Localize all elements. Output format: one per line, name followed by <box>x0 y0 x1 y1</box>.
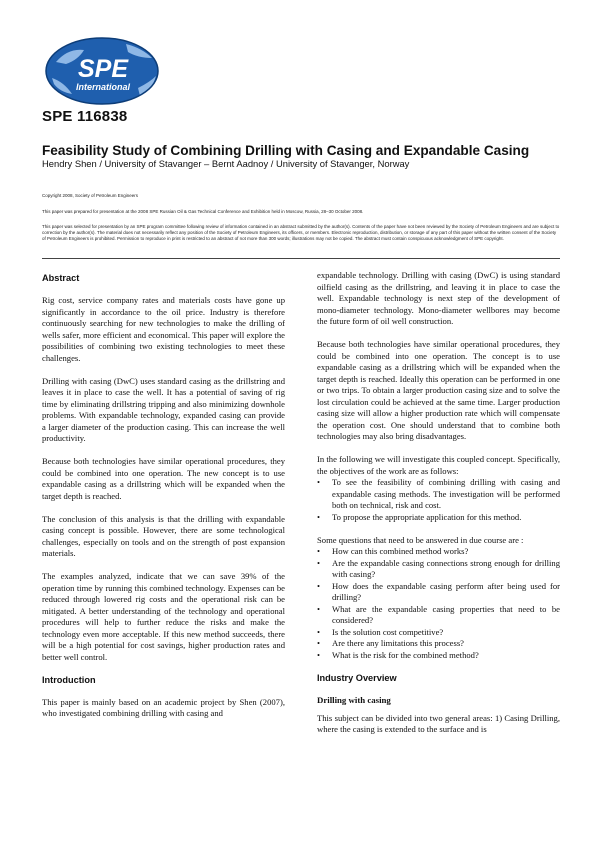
bullet-icon: • <box>317 649 321 660</box>
list-item-text: Are the expandable casing connections strong enough for drilling with casing? <box>332 557 560 579</box>
list-item <box>317 627 560 639</box>
body-paragraph: expandable technology. Drilling with casing (DwC) is using standard oilfield casing as the drillstring, and leaving it in place to case the well. Expandable technology is next step of the development of mono-diameter technology. Mono-diameter wellbores may become the future form of oil well construction. <box>317 270 560 326</box>
abstract-paragraph: Rig cost, service company rates and materials costs have gone up significantly in accordance to the oil price. Industry is therefore continuously searching for new technologies to make the drilling of wells safer, more efficient and economical. This paper will explore the possibilities of combining two existing technologies to meet these challenges. <box>42 295 285 363</box>
abstract-paragraph: The examples analyzed, indicate that we can save 39% of the operation time by running this combined technology. Expenses can be reduced through lowered rig costs and the operational risk can be mitigated. A better understanding of the technology and operational procedures will help to further reduce the risks and make the technology even more acceptable. If this new method succeeds, there will be a high potential for cost savings, higher production rates and better well control. <box>42 571 285 662</box>
bullet-icon: • <box>317 511 321 522</box>
list-item-text: How does the expandable casing perform after being used for drilling? <box>332 580 560 602</box>
spe-international-logo <box>42 36 174 106</box>
logo-international-text: International <box>75 82 131 92</box>
drilling-with-casing-heading: Drilling with casing <box>317 694 391 705</box>
list-item-text: To propose the appropriate application for this method. <box>332 511 522 522</box>
bullet-icon: • <box>317 477 321 487</box>
introduction-heading: Introduction <box>42 674 96 685</box>
list-item-text: Is the solution cost competitive? <box>332 626 444 637</box>
abstract-heading: Abstract <box>42 273 80 283</box>
list-item <box>317 558 560 581</box>
copyright-notice: Copyright 2008, Society of Petroleum Engineers <box>42 193 139 198</box>
list-item <box>317 546 560 558</box>
bullet-icon: • <box>317 557 321 568</box>
review-notice: This paper was selected for presentation by an SPE program committee following review of information contained in an abstract submitted by the author(s). Contents of the paper have not been reviewed by the Society of Petroleum Engineers and are subject to correction by the author(s). The material does not necessarily reflect any position of the Society of Petroleum Engineers, its officers, or members. Electronic reproduction, distribution, or storage of any part of this paper without the written consent of the Society of Petroleum Engineers is prohibited. Permission to reproduce in print is restricted to an abstract of not more than 300 words; illustrations may not be copied. The abstract must contain conspicuous acknowledgment of SPE copyright. <box>42 224 560 241</box>
list-item <box>317 650 560 662</box>
bullet-icon: • <box>317 626 321 637</box>
presentation-notice: This paper was prepared for presentation at the 2008 SPE Russian Oil & Gas Technical Conference and Exhibition held in Moscow, Russia, 28–30 October 2008. <box>42 209 364 214</box>
list-item <box>317 638 560 650</box>
bullet-icon: • <box>317 603 321 614</box>
body-paragraph: In the following we will investigate this coupled concept. Specifically, the objectives of the work are as follows: <box>317 454 560 476</box>
body-paragraph: This subject can be divided into two general areas: 1) Casing Drilling, where the casing is extended to the surface and is <box>317 712 560 734</box>
list-item <box>317 477 560 512</box>
list-item <box>317 604 560 627</box>
questions-list <box>317 546 560 661</box>
bullet-icon: • <box>317 638 321 648</box>
list-item-text: To see the feasibility of combining drilling with casing and expandable casing methods. The investigation will be performed both on technical, risk and cost. <box>332 477 560 510</box>
body-paragraph: Some questions that need to be answered in due course are : <box>317 534 524 545</box>
list-item <box>317 581 560 604</box>
left-column <box>42 270 285 731</box>
list-item-text: What are the expandable casing properties that need to be considered? <box>332 603 560 625</box>
list-item-text: What is the risk for the combined method? <box>332 649 479 660</box>
abstract-paragraph: Drilling with casing (DwC) uses standard casing as the drillstring and leaves it in place to case the well. It has a potential of saving of rig time by eliminating drillstring tripping and also minimizing downhole problems. With expandable technology, expanded casing can provide a larger diameter of the production casing. This can increase the well productivity. <box>42 375 285 443</box>
logo-spe-text: SPE <box>77 55 129 83</box>
paper-number: SPE 116838 <box>42 108 128 125</box>
list-item-text: How can this combined method works? <box>332 546 469 556</box>
body-paragraph: Because both technologies have similar operational procedures, they could be combined into one operation. The concept is to use expandable casing as a drillstring which will be expanded when the target depth is reached. Ideally this operation can be performed in one or two trips. To obtain a larger production casing size and to solve the lost circulation could be achieved at the same time. Larger production casing size will allow a higher production rate which will compensate the operation cost. One should understand that to combine both technologies may also bring disadvantages. <box>317 339 560 441</box>
right-column <box>317 270 560 747</box>
list-item-text: Are there any limitations this process? <box>332 638 464 648</box>
header-divider <box>42 258 560 259</box>
industry-overview-heading: Industry Overview <box>317 672 397 683</box>
objectives-list <box>317 477 560 523</box>
paper-title: Feasibility Study of Combining Drilling with Casing and Expandable Casing <box>42 143 530 158</box>
abstract-paragraph: Because both technologies have similar operational procedures, they could be combined into one operation. The new concept is to use expandable casing as a drillstring which will be expanded when the target depth is reached. <box>42 456 285 501</box>
introduction-paragraph: This paper is mainly based on an academic project by Shen (2007), who investigated combining drilling with casing and <box>42 696 285 718</box>
paper-authors: Hendry Shen / University of Stavanger – Bernt Aadnoy / University of Stavanger, Norway <box>42 158 410 169</box>
bullet-icon: • <box>317 580 321 591</box>
list-item <box>317 512 560 524</box>
abstract-paragraph: The conclusion of this analysis is that the drilling with expandable casing concept is possible. However, there are some technological challenges, especially on tools and on the strength of post expansion materials. <box>42 513 285 558</box>
bullet-icon: • <box>317 546 321 556</box>
